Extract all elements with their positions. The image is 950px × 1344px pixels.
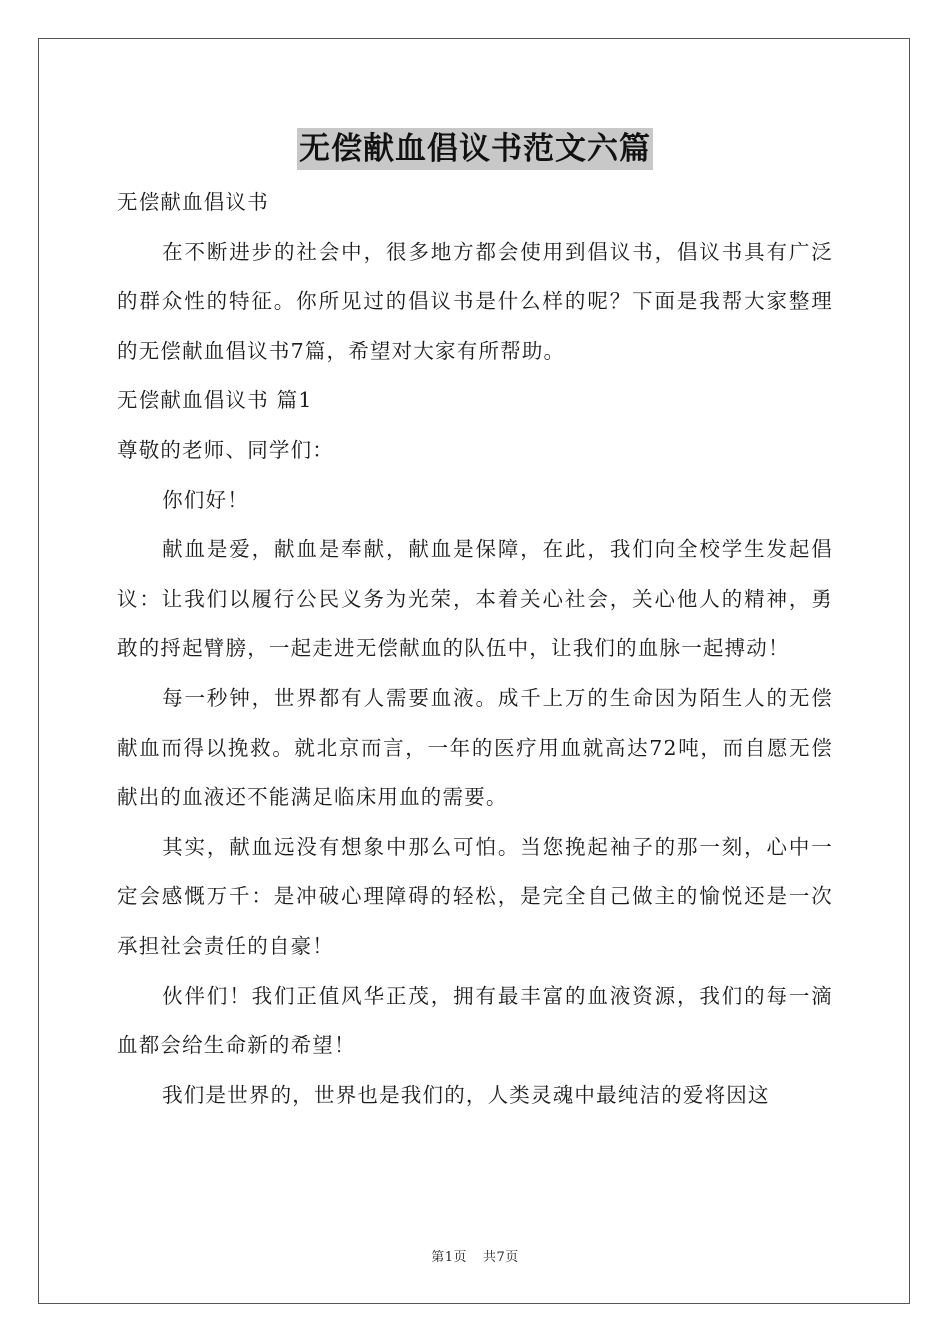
paragraph-intro: 在不断进步的社会中，很多地方都会使用到倡议书，倡议书具有广泛的群众性的特征。你所见过的倡议书是什么样的呢？下面是我帮大家整理的无偿献血倡议书7篇，希望对大家有所帮助。 <box>117 239 833 363</box>
paragraph-body: 献血是爱，献血是奉献，献血是保障，在此，我们向全校学生发起倡议：让我们以履行公民义务为光荣，本着关心社会，关心他人的精神，勇敢的捋起臂膀，一起走进无偿献血的队伍中，让我们的血脉一起搏动！ <box>117 537 833 661</box>
paragraph-heading: 无偿献血倡议书 <box>117 190 269 214</box>
document-title: 无偿献血倡议书范文六篇 <box>297 128 653 170</box>
paragraph-salutation: 尊敬的老师、同学们： <box>117 437 334 462</box>
page-number: 第1页 <box>431 1250 467 1265</box>
document-body <box>117 178 833 1120</box>
paragraph-greeting: 你们好！ <box>162 487 249 512</box>
paragraph-body: 每一秒钟，世界都有人需要血液。成千上万的生命因为陌生人的无偿献血而得以挽救。就北京而言，一年的医疗用血就高达72吨，而自愿无偿献出的血液还不能满足临床用血的需要。 <box>117 685 833 810</box>
paragraph-section-title: 无偿献血倡议书 篇1 <box>117 388 313 413</box>
page-footer <box>0 1246 950 1265</box>
paragraph-body: 我们是世界的，世界也是我们的，人类灵魂中最纯洁的爱将因这 <box>162 1082 770 1107</box>
page-total: 共7页 <box>483 1250 519 1265</box>
paragraph-body: 伙伴们！我们正值风华正茂，拥有最丰富的血液资源，我们的每一滴血都会给生命新的希望！ <box>117 983 833 1058</box>
title-container <box>0 128 950 170</box>
paragraph-body: 其实，献血远没有想象中那么可怕。当您挽起袖子的那一刻，心中一定会感慨万千：是冲破心理障碍的轻松，是完全自己做主的愉悦还是一次承担社会责任的自豪！ <box>117 834 833 958</box>
